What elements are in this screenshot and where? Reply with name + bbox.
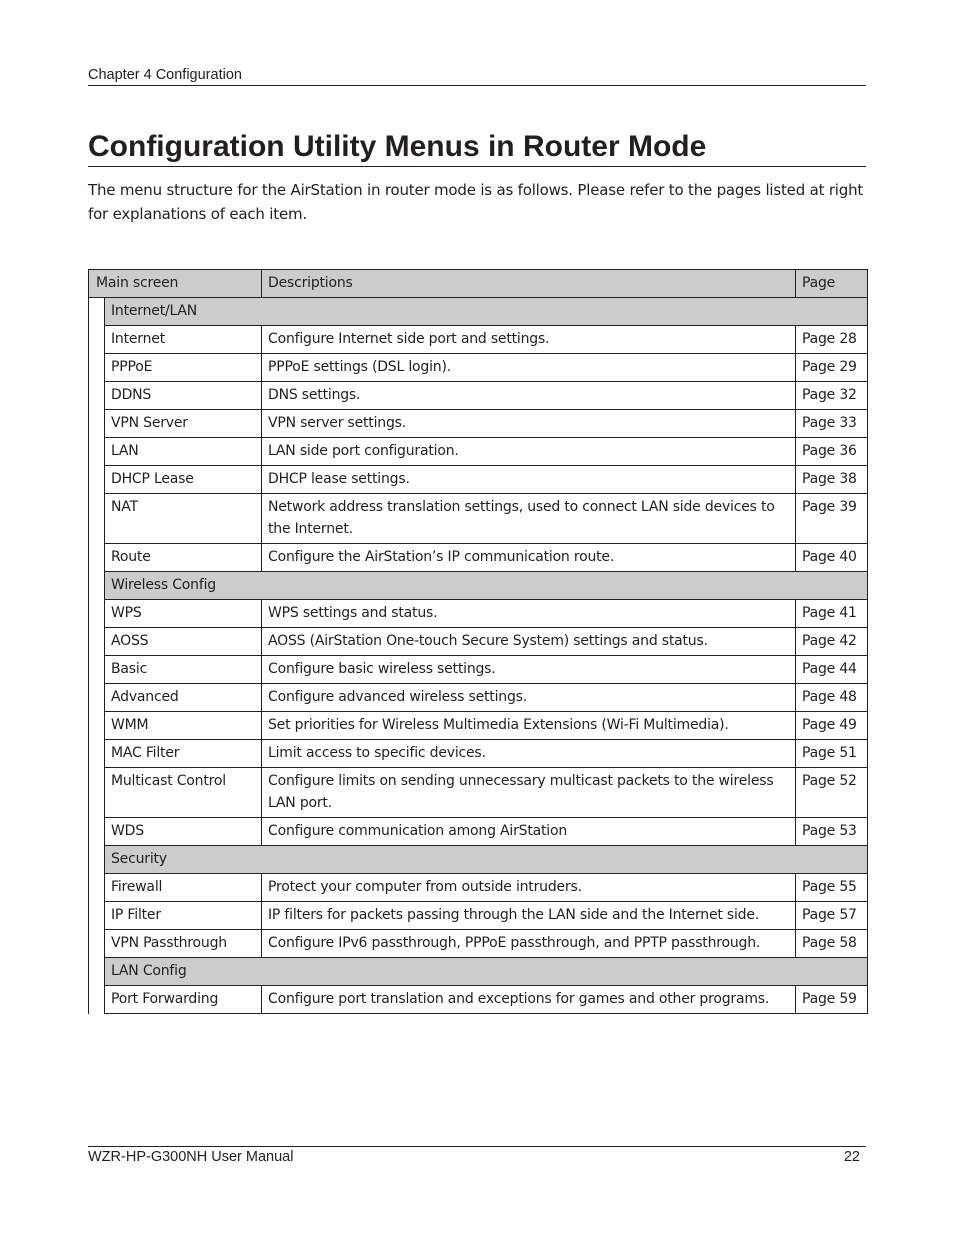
section-row: [89, 958, 868, 986]
menu-item-description: Configure advanced wireless settings.: [262, 684, 796, 712]
menu-item-description: Set priorities for Wireless Multimedia Extensions (Wi-Fi Multimedia).: [262, 712, 796, 740]
menu-item-description: AOSS (AirStation One-touch Secure System) settings and status.: [262, 628, 796, 656]
indent-cell: [89, 712, 105, 740]
table-row: [89, 438, 868, 466]
indent-cell: [89, 466, 105, 494]
running-footer: [88, 1146, 866, 1165]
chapter-label: Chapter 4 Configuration: [88, 67, 242, 83]
intro-paragraph: The menu structure for the AirStation in router mode is as follows. Please refer to the pages listed at right for explanations of each item.: [88, 181, 864, 223]
indent-cell: [89, 684, 105, 712]
indent-cell: [89, 572, 105, 600]
table-row: [89, 768, 868, 818]
menu-item-page: Page 48: [796, 684, 868, 712]
indent-cell: [89, 818, 105, 846]
menu-item-description: Configure IPv6 passthrough, PPPoE passthrough, and PPTP passthrough.: [262, 930, 796, 958]
indent-cell: [89, 930, 105, 958]
menu-item-description: DNS settings.: [262, 382, 796, 410]
section-heading: Wireless Config: [105, 572, 868, 600]
menu-item-page: Page 33: [796, 410, 868, 438]
indent-cell: [89, 326, 105, 354]
section-heading: LAN Config: [105, 958, 868, 986]
column-header-page: Page: [796, 270, 868, 298]
menu-item-page: Page 39: [796, 494, 868, 544]
menu-item-description: DHCP lease settings.: [262, 466, 796, 494]
table-row: [89, 600, 868, 628]
indent-cell: [89, 494, 105, 544]
table-row: [89, 684, 868, 712]
indent-cell: [89, 846, 105, 874]
column-header-descriptions: Descriptions: [262, 270, 796, 298]
indent-cell: [89, 874, 105, 902]
indent-cell: [89, 740, 105, 768]
menu-item-page: Page 40: [796, 544, 868, 572]
menu-item-page: Page 38: [796, 466, 868, 494]
table-row: [89, 326, 868, 354]
indent-cell: [89, 298, 105, 326]
indent-cell: [89, 656, 105, 684]
menu-item-name: Multicast Control: [105, 768, 262, 818]
menu-item-page: Page 41: [796, 600, 868, 628]
table-row: [89, 818, 868, 846]
table-row: [89, 410, 868, 438]
menu-item-name: DDNS: [105, 382, 262, 410]
section-heading: Security: [105, 846, 868, 874]
indent-cell: [89, 438, 105, 466]
table-row: [89, 986, 868, 1014]
section-row: [89, 572, 868, 600]
menu-item-description: Configure Internet side port and settings.: [262, 326, 796, 354]
menu-item-name: Route: [105, 544, 262, 572]
menu-item-name: DHCP Lease: [105, 466, 262, 494]
running-header: [88, 67, 866, 86]
table-row: [89, 494, 868, 544]
section-row: [89, 846, 868, 874]
table-header-row: [89, 270, 868, 298]
indent-cell: [89, 354, 105, 382]
menu-item-name: VPN Passthrough: [105, 930, 262, 958]
menu-item-description: Network address translation settings, used to connect LAN side devices to the Internet.: [262, 494, 796, 544]
indent-cell: [89, 902, 105, 930]
menu-item-description: Limit access to specific devices.: [262, 740, 796, 768]
menu-item-name: Basic: [105, 656, 262, 684]
indent-cell: [89, 410, 105, 438]
table-row: [89, 354, 868, 382]
menu-item-page: Page 44: [796, 656, 868, 684]
indent-cell: [89, 768, 105, 818]
menu-item-name: MAC Filter: [105, 740, 262, 768]
table-row: [89, 382, 868, 410]
menu-item-page: Page 55: [796, 874, 868, 902]
menu-item-page: Page 52: [796, 768, 868, 818]
menu-item-page: Page 32: [796, 382, 868, 410]
indent-cell: [89, 958, 105, 986]
menu-item-name: VPN Server: [105, 410, 262, 438]
table-row: [89, 740, 868, 768]
menu-item-description: Configure port translation and exceptions for games and other programs.: [262, 986, 796, 1014]
table-row: [89, 902, 868, 930]
menu-item-page: Page 51: [796, 740, 868, 768]
table-row: [89, 544, 868, 572]
menu-item-page: Page 29: [796, 354, 868, 382]
menu-item-description: PPPoE settings (DSL login).: [262, 354, 796, 382]
section-row: [89, 298, 868, 326]
menu-item-name: IP Filter: [105, 902, 262, 930]
menu-item-name: Firewall: [105, 874, 262, 902]
menu-item-description: Protect your computer from outside intruders.: [262, 874, 796, 902]
column-header-main-screen: Main screen: [89, 270, 262, 298]
menu-item-page: Page 58: [796, 930, 868, 958]
page-number: 22: [843, 1149, 860, 1165]
table-row: [89, 712, 868, 740]
section-heading: Internet/LAN: [105, 298, 868, 326]
menu-item-description: VPN server settings.: [262, 410, 796, 438]
menu-item-description: Configure the AirStation’s IP communication route.: [262, 544, 796, 572]
menu-item-name: Internet: [105, 326, 262, 354]
menu-item-name: NAT: [105, 494, 262, 544]
page-title: Configuration Utility Menus in Router Mode: [88, 128, 866, 167]
table-row: [89, 930, 868, 958]
menu-item-page: Page 57: [796, 902, 868, 930]
menu-item-name: LAN: [105, 438, 262, 466]
table-row: [89, 874, 868, 902]
menu-item-name: AOSS: [105, 628, 262, 656]
menu-item-description: Configure basic wireless settings.: [262, 656, 796, 684]
menu-structure-table: [88, 269, 868, 1014]
menu-item-description: Configure limits on sending unnecessary multicast packets to the wireless LAN port.: [262, 768, 796, 818]
indent-cell: [89, 600, 105, 628]
menu-item-page: Page 28: [796, 326, 868, 354]
table-row: [89, 628, 868, 656]
menu-item-page: Page 36: [796, 438, 868, 466]
menu-item-name: Port Forwarding: [105, 986, 262, 1014]
indent-cell: [89, 544, 105, 572]
table-row: [89, 466, 868, 494]
manual-title: WZR-HP-G300NH User Manual: [88, 1149, 294, 1165]
table-row: [89, 656, 868, 684]
menu-item-page: Page 59: [796, 986, 868, 1014]
indent-cell: [89, 382, 105, 410]
menu-item-page: Page 42: [796, 628, 868, 656]
menu-item-name: WMM: [105, 712, 262, 740]
menu-item-name: PPPoE: [105, 354, 262, 382]
menu-item-description: IP filters for packets passing through the LAN side and the Internet side.: [262, 902, 796, 930]
menu-item-description: Configure communication among AirStation: [262, 818, 796, 846]
menu-item-name: WPS: [105, 600, 262, 628]
menu-item-description: LAN side port configuration.: [262, 438, 796, 466]
table-body: [89, 298, 868, 1014]
menu-item-name: Advanced: [105, 684, 262, 712]
indent-cell: [89, 628, 105, 656]
menu-item-name: WDS: [105, 818, 262, 846]
menu-item-description: WPS settings and status.: [262, 600, 796, 628]
indent-cell: [89, 986, 105, 1014]
menu-item-page: Page 53: [796, 818, 868, 846]
menu-item-page: Page 49: [796, 712, 868, 740]
